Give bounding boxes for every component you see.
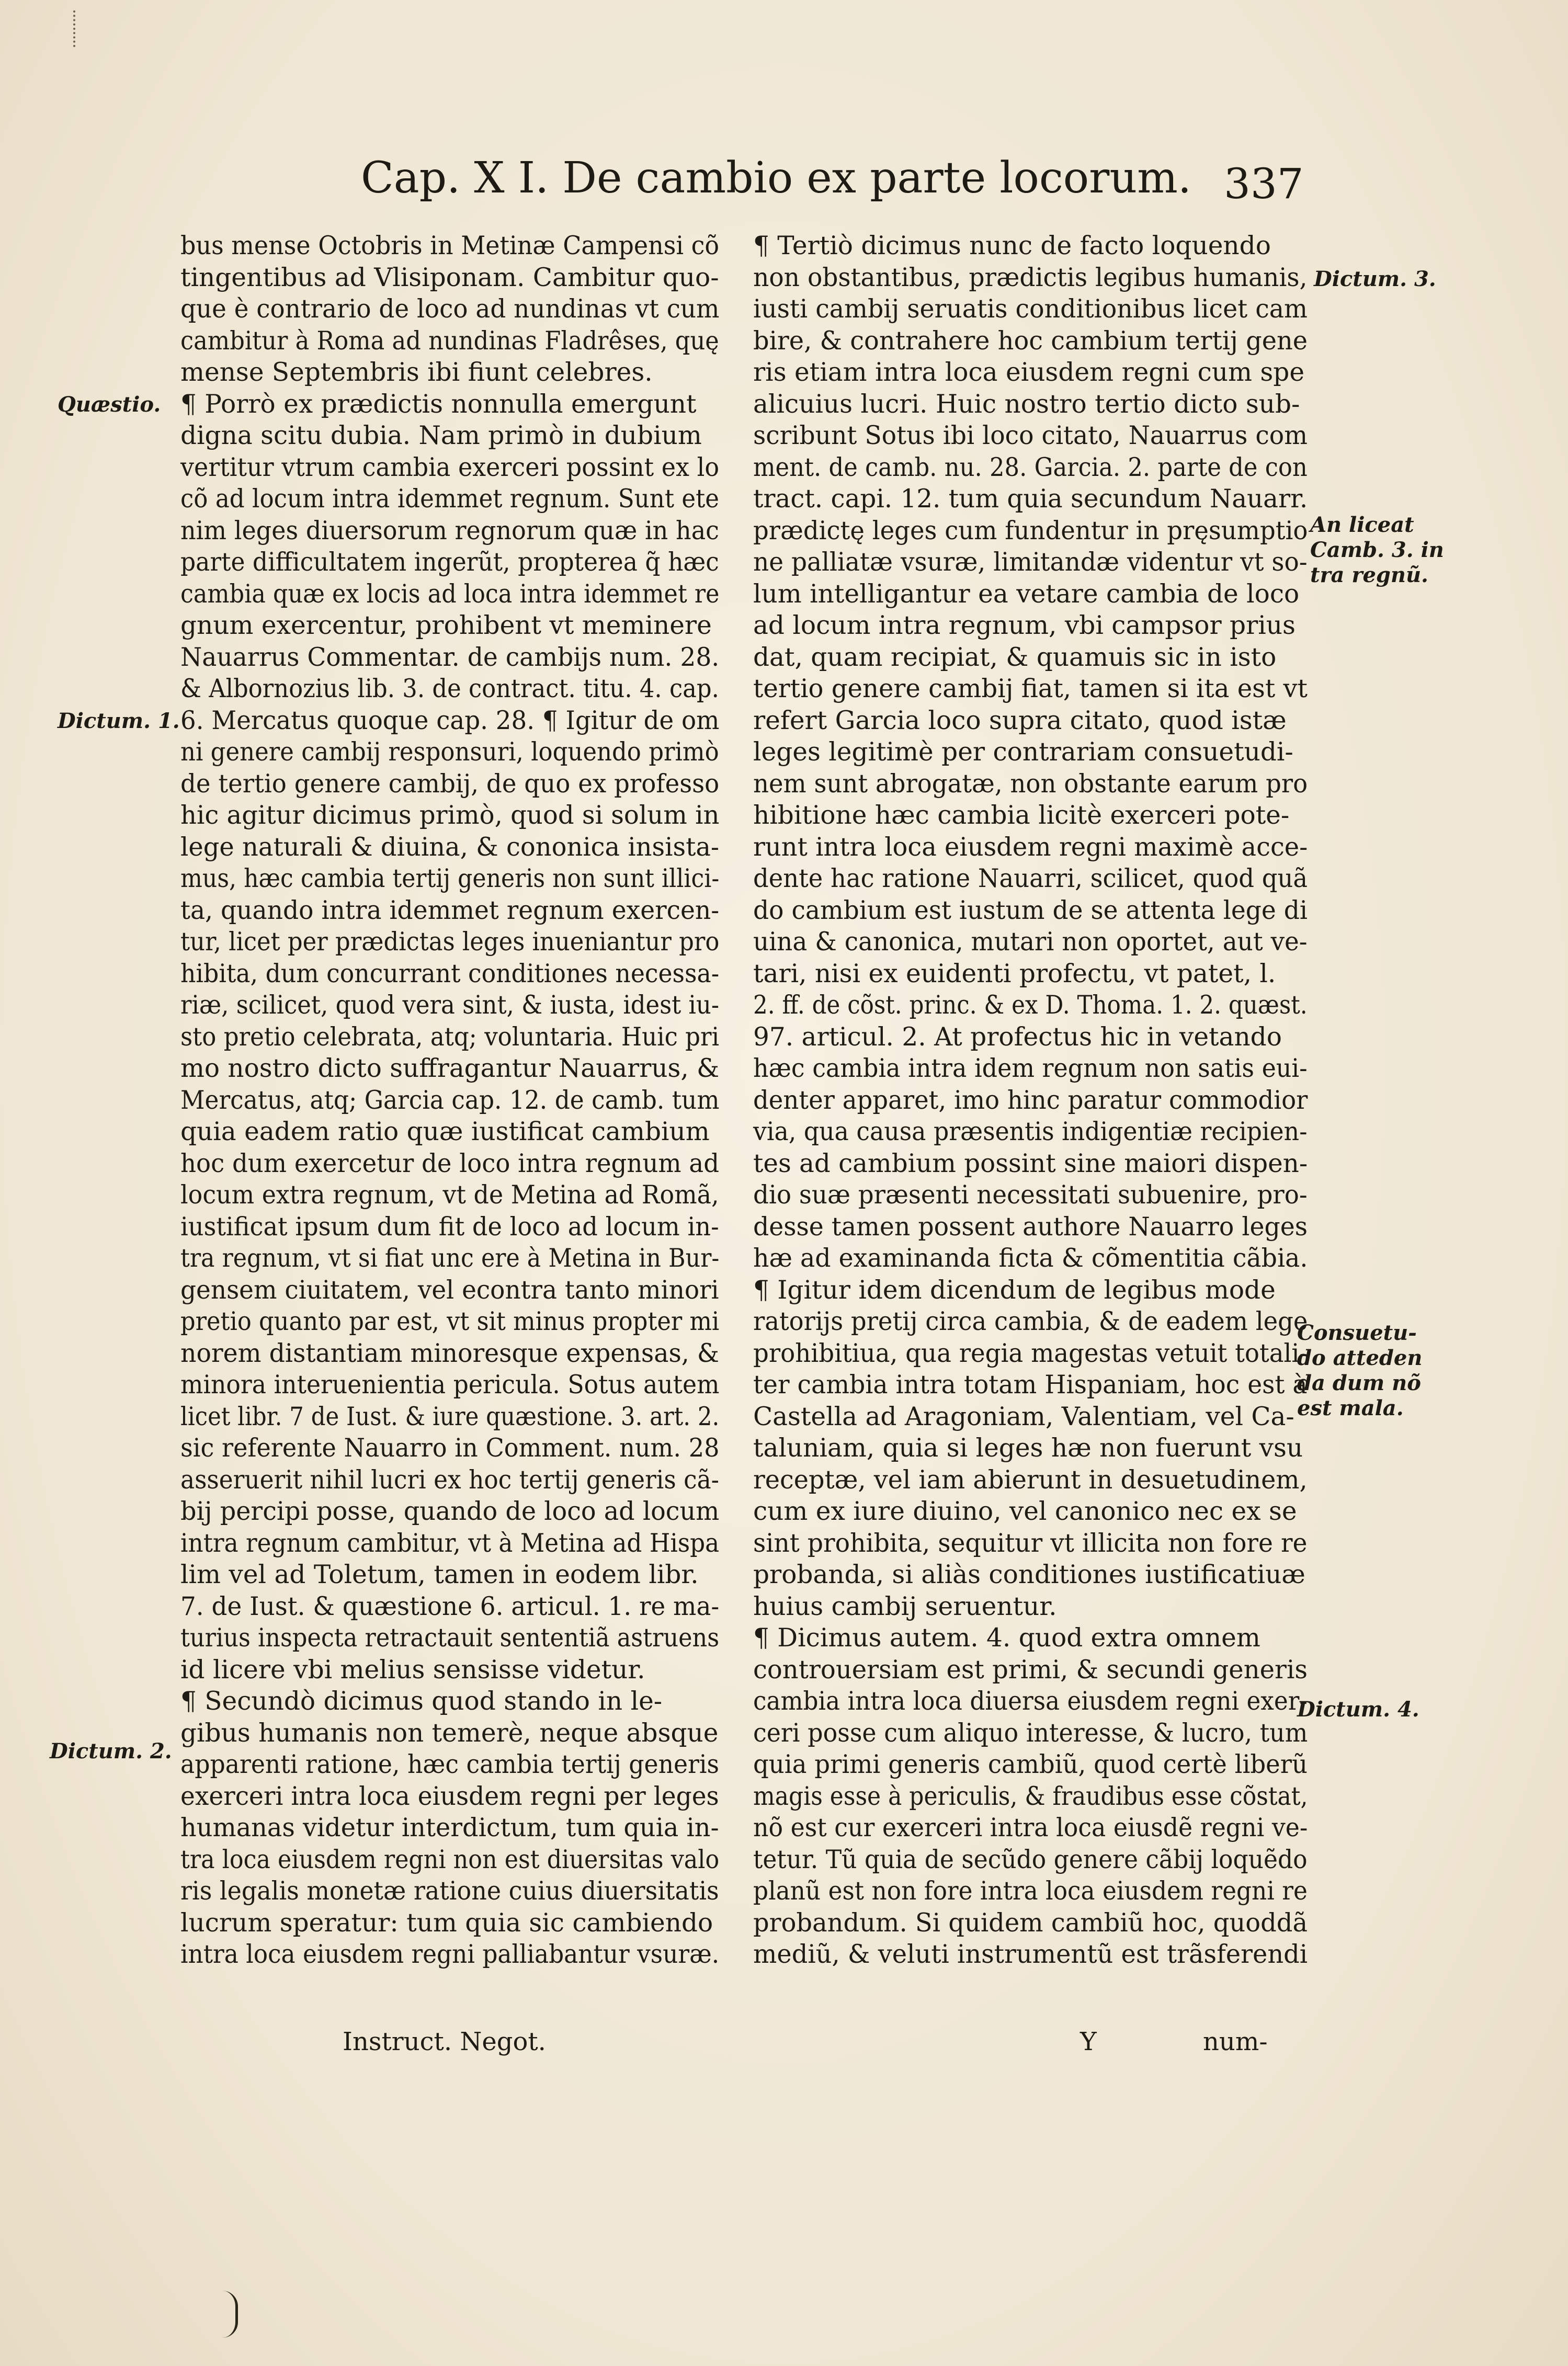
text-line: ment. de camb. nu. 28. Garcia. 2. parte de con [753, 452, 1308, 482]
text-line: alicuius lucri. Huic nostro tertio dicto sub- [753, 389, 1300, 419]
marginal-line: Camb. 3. in [1310, 538, 1444, 562]
text-line: cõ ad locum intra idemmet regnum. Sunt ete [180, 484, 720, 514]
text-line: ta, quando intra idemmet regnum exercen- [180, 895, 720, 925]
chapter-title: Cap. X I. De cambio ex parte locorum. [361, 153, 1191, 203]
text-line: cambia intra loca diuersa eiusdem regni exer- [753, 1687, 1308, 1716]
text-line: prohibitiua, qua regia magestas vetuit totali- [753, 1338, 1308, 1368]
text-line: nim leges diuersorum regnorum quæ in hac [180, 516, 719, 545]
text-line: hibitione hæc cambia licitè exerceri pote- [753, 801, 1290, 830]
marginal-note-consuetudo [1297, 1321, 1422, 1421]
text-line: sint prohibita, sequitur vt illicita non fore re [753, 1528, 1308, 1558]
text-line: 2. ff. de cõst. princ. & ex D. Thoma. 1. 2. quæst. [753, 991, 1308, 1020]
text-line: ris etiam intra loca eiusdem regni cum spe [753, 358, 1305, 387]
catchword: num- [1203, 2027, 1268, 2056]
text-line: 6. Mercatus quoque cap. 28. ¶ Igitur de om [180, 706, 720, 735]
text-line: refert Garcia loco supra citato, quod istæ [753, 706, 1287, 735]
text-line: cambia quæ ex locis ad loca intra idemmet re [180, 579, 720, 609]
text-line: norem distantiam minoresque expensas, & [180, 1338, 719, 1368]
text-line: ¶ Secundò dicimus quod stando in le- [180, 1687, 663, 1716]
text-line: probandum. Si quidem cambiũ hoc, quoddã [753, 1908, 1308, 1938]
text-line: denter apparet, imo hinc paratur commodior [753, 1085, 1308, 1115]
page-edge-mark [73, 10, 77, 47]
text-line: iusti cambij seruatis conditionibus licet cam [753, 294, 1308, 324]
marginal-line: do atteden [1297, 1346, 1423, 1370]
text-line: desse tamen possent authore Nauarro leges [753, 1212, 1308, 1242]
text-line: ni genere cambij responsuri, loquendo primò [180, 737, 719, 767]
text-line: huius cambij seruentur. [753, 1591, 1057, 1621]
text-line: tari, nisi ex euidenti profectu, vt patet, l. [753, 959, 1276, 988]
signature-mark: Y [1080, 2027, 1097, 2056]
text-line: lim vel ad Toletum, tamen in eodem libr. [180, 1560, 699, 1589]
text-line: ris legalis monetæ ratione cuius diuersitatis [180, 1876, 719, 1906]
text-line: intra loca eiusdem regni palliabantur vsuræ. [180, 1940, 720, 1969]
text-line: tertio genere cambij fiat, tamen si ita est vt [753, 674, 1308, 703]
marginal-note-quaestio: Quæstio. [58, 392, 161, 417]
text-line: hæ ad examinanda ficta & cõmentitia cãbia. [753, 1244, 1308, 1273]
text-line: 97. articul. 2. At profectus hic in vetando [753, 1022, 1282, 1052]
text-line: lucrum speratur: tum quia sic cambiendo [180, 1908, 713, 1938]
text-line: quia primi generis cambiũ, quod certè liberũ [753, 1750, 1308, 1779]
left-column [180, 230, 719, 1971]
text-line: exerceri intra loca eiusdem regni per leges [180, 1781, 719, 1811]
text-line: quia eadem ratio quæ iustificat cambium [180, 1117, 710, 1146]
marginal-line: An liceat [1310, 513, 1414, 537]
text-line: dente hac ratione Nauarri, scilicet, quod quã [753, 864, 1308, 893]
text-line: minora interuenientia pericula. Sotus autem [180, 1370, 720, 1400]
text-line: digna scitu dubia. Nam primò in dubium [180, 421, 702, 450]
text-line: pretio quanto par est, vt sit minus propter mi [180, 1307, 720, 1336]
text-line: intra regnum cambitur, vt à Metina ad Hispa [180, 1528, 720, 1558]
text-line: Nauarrus Commentar. de cambijs num. 28. [180, 642, 720, 672]
text-line: Castella ad Aragoniam, Valentiam, vel Ca- [753, 1402, 1294, 1431]
text-line: ceri posse cum aliquo interesse, & lucro, tum [753, 1718, 1308, 1748]
text-line: vertitur vtrum cambia exerceri possint ex lo [180, 452, 720, 482]
text-line: leges legitimè per contrariam consuetudi- [753, 737, 1293, 767]
text-line: 7. de Iust. & quæstione 6. articul. 1. re ma- [180, 1591, 720, 1621]
text-line: tes ad cambium possint sine maiori dispen- [753, 1148, 1308, 1178]
text-line: que è contrario de loco ad nundinas vt cum [180, 294, 720, 324]
text-line: mediũ, & veluti instrumentũ est trãsferendi [753, 1940, 1308, 1969]
text-line: ¶ Igitur idem dicendum de legibus mode [753, 1275, 1276, 1305]
text-line: mense Septembris ibi fiunt celebres. [180, 358, 653, 387]
text-line: iustificat ipsum dum fit de loco ad locum in- [180, 1212, 719, 1242]
text-line: asseruerit nihil lucri ex hoc tertij generis cã- [180, 1465, 720, 1495]
text-line: humanas videtur interdictum, tum quia in- [180, 1813, 719, 1842]
text-line: Mercatus, atq; Garcia cap. 12. de camb. tum [180, 1085, 720, 1115]
text-line: ad locum intra regnum, vbi campsor prius [753, 611, 1296, 640]
text-line: licet libr. 7 de Iust. & iure quæstione. 3. art. 2. [180, 1402, 720, 1431]
running-header [361, 153, 1297, 203]
text-line: via, qua causa præsentis indigentiæ recipien- [753, 1117, 1308, 1146]
text-line: magis esse à periculis, & fraudibus esse cõstat, [753, 1781, 1308, 1811]
text-line: controuersiam est primi, & secundi generis [753, 1655, 1308, 1685]
marginal-note-an-liceat [1310, 513, 1444, 588]
text-line: sto pretio celebrata, atq; voluntaria. Huic pri [180, 1022, 720, 1052]
text-line: hoc dum exercetur de loco intra regnum ad [180, 1148, 720, 1178]
text-line: receptæ, vel iam abierunt in desuetudinem, [753, 1465, 1308, 1495]
text-line: sic referente Nauarro in Comment. num. 28 [180, 1434, 720, 1463]
text-line: nõ est cur exerceri intra loca eiusdẽ regni ve- [753, 1813, 1308, 1842]
text-line: tetur. Tũ quia de secũdo genere cãbij loquẽdo [753, 1845, 1308, 1874]
text-line: mo nostro dicto suffragantur Nauarrus, & [180, 1054, 720, 1083]
text-line: locum extra regnum, vt de Metina ad Romã, [180, 1180, 719, 1210]
text-line: hibita, dum concurrant conditiones necessa- [180, 959, 720, 988]
text-line: dio suæ præsenti necessitati subuenire, pro- [753, 1180, 1308, 1210]
text-line: hic agitur dicimus primò, quod si solum in [180, 801, 720, 830]
text-line: gnum exercentur, prohibent vt meminere [180, 611, 712, 640]
marginal-note-dictum-1: Dictum. 1. [58, 709, 180, 733]
text-line: & Albornozius lib. 3. de contract. titu. 4. cap. [180, 674, 719, 703]
text-line: nem sunt abrogatæ, non obstante earum pro [753, 769, 1308, 799]
page-number: 337 [1224, 160, 1304, 208]
text-line: taluniam, quia si leges hæ non fuerunt vsu [753, 1434, 1303, 1463]
text-line: do cambium est iustum de se attenta lege di [753, 895, 1308, 925]
text-line: tur, licet per prædictas leges inueniantur pro [180, 927, 720, 957]
text-line: runt intra loca eiusdem regni maximè acce- [753, 832, 1308, 862]
text-line: riæ, scilicet, quod vera sint, & iusta, idest iu- [180, 991, 720, 1020]
marginal-line: est mala. [1297, 1396, 1404, 1420]
text-line: ratorijs pretij circa cambia, & de eadem lege [753, 1307, 1308, 1336]
text-line: bire, & contrahere hoc cambium tertij gene [753, 326, 1308, 356]
text-line: scribunt Sotus ibi loco citato, Nauarrus com [753, 421, 1308, 450]
marginal-note-dictum-3: Dictum. 3. [1314, 267, 1436, 291]
text-line: tra regnum, vt si fiat unc ere à Metina in Bur- [180, 1244, 720, 1273]
text-line: gensem ciuitatem, vel econtra tanto minori [180, 1275, 719, 1305]
text-line: gibus humanis non temerè, neque absque [180, 1718, 719, 1748]
text-line: ter cambia intra totam Hispaniam, hoc est à [753, 1370, 1308, 1400]
text-line: cambitur à Roma ad nundinas Fladrêses, quę [180, 326, 719, 356]
text-line: ¶ Tertiò dicimus nunc de facto loquendo [753, 231, 1271, 260]
text-line: uina & canonica, mutari non oportet, aut ve- [753, 927, 1308, 957]
text-line: apparenti ratione, hæc cambia tertij generis [180, 1750, 720, 1779]
text-line: cum ex iure diuino, vel canonico nec ex se [753, 1497, 1297, 1526]
text-line: de tertio genere cambij, de quo ex professo [180, 769, 720, 799]
text-line: prædictę leges cum fundentur in pręsumptio [753, 516, 1308, 545]
marginal-line: da dum nõ [1297, 1371, 1421, 1395]
running-footer-title: Instruct. Negot. [343, 2027, 546, 2056]
text-line: tra loca eiusdem regni non est diuersitas valo [180, 1845, 720, 1874]
text-line: ¶ Dicimus autem. 4. quod extra omnem [753, 1623, 1260, 1653]
text-line: id licere vbi melius sensisse videtur. [180, 1655, 645, 1685]
right-column [753, 230, 1308, 1971]
text-line: bij percipi posse, quando de loco ad locum [180, 1497, 720, 1526]
ink-mark [220, 2291, 238, 2338]
text-line: planũ est non fore intra loca eiusdem regni re [753, 1876, 1308, 1906]
text-line: bus mense Octobris in Metinæ Campensi cõ [180, 231, 720, 260]
text-line: ne palliatæ vsuræ, limitandæ videntur vt so- [753, 548, 1308, 577]
marginal-note-dictum-4: Dictum. 4. [1297, 1697, 1419, 1722]
text-line: probanda, si aliàs conditiones iustificatiuæ [753, 1560, 1305, 1589]
text-line: turius inspecta retractauit sententiã astruens [180, 1623, 720, 1653]
marginal-note-dictum-2: Dictum. 2. [50, 1739, 172, 1764]
text-line: ¶ Porrò ex prædictis nonnulla emergunt [180, 389, 697, 419]
text-line: non obstantibus, prædictis legibus humanis, [753, 263, 1308, 292]
text-line: tract. capi. 12. tum quia secundum Nauarr. [753, 484, 1308, 514]
text-line: dat, quam recipiat, & quamuis sic in isto [753, 642, 1277, 672]
text-line: hæc cambia intra idem regnum non satis eui- [753, 1054, 1308, 1083]
text-line: tingentibus ad Vlisiponam. Cambitur quo- [180, 263, 719, 292]
marginal-line: tra regnũ. [1310, 563, 1428, 587]
text-line: lum intelligantur ea vetare cambia de loco [753, 579, 1300, 609]
text-line: mus, hæc cambia tertij generis non sunt illici- [180, 864, 720, 893]
marginal-line: Consuetu- [1297, 1321, 1417, 1345]
text-line: parte difficultatem ingerũt, propterea q̃ hæc [180, 548, 719, 577]
text-line: lege naturali & diuina, & cononica insista- [180, 832, 720, 862]
